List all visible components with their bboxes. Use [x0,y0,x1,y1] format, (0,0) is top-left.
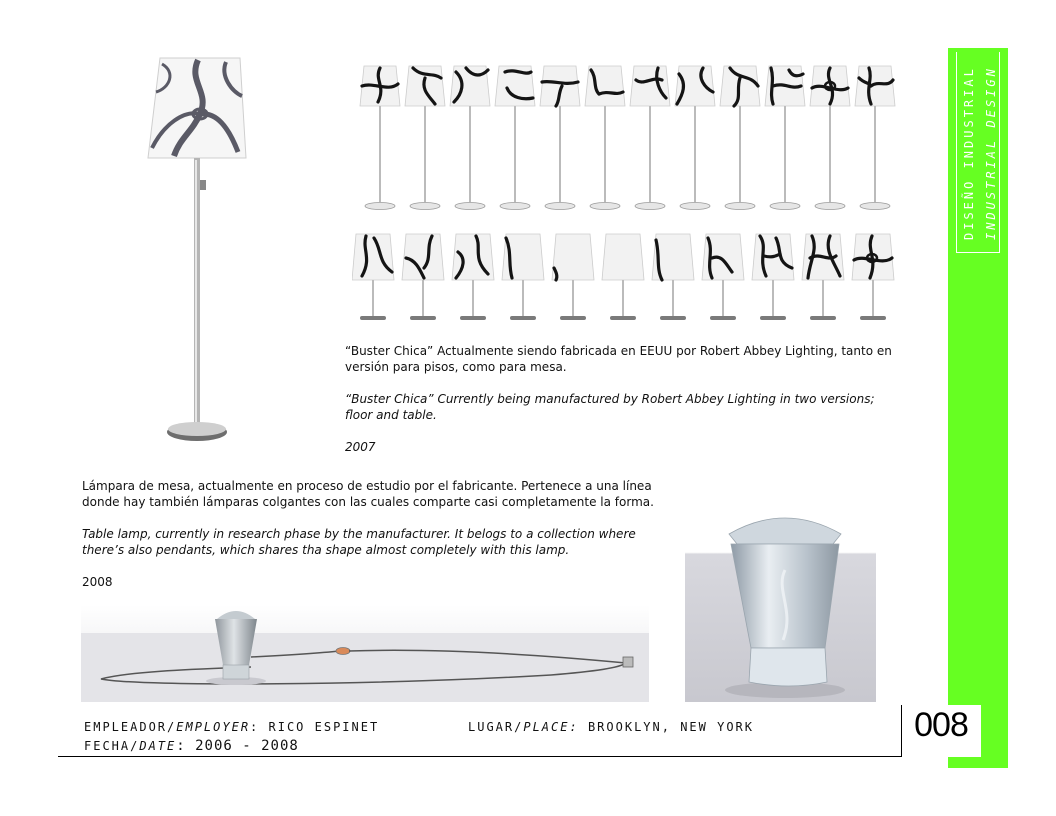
employer-label-en: EMPLOYER [176,720,251,734]
project1-description [345,343,900,471]
place-label-en: PLACE: [523,720,579,734]
employer-value: : RICO ESPINET [250,720,380,734]
date-value: : 2006 - 2008 [176,738,299,754]
floor-lamp-image [140,52,260,448]
table-lamp-variants [352,228,902,328]
floor-lamp-variants [352,58,902,218]
employer-line [84,720,379,734]
table-lamp-closeup-image [685,510,876,702]
employer-label-es: EMPLEADOR/ [84,720,177,734]
place-value: BROOKLYN, NEW YORK [578,720,754,734]
page-number: 008 [914,706,968,744]
footer-rule [58,756,902,757]
project2-text-es: Lámpara de mesa, actualmente en proceso de estudio por el fabricante. Pertenece a una línea donde hay también lámparas colgantes con las cuales comparte casi completamente la forma. [82,479,654,509]
table-lamp-cord-image [81,605,649,702]
place-label-es: LUGAR/ [468,720,524,734]
place-line [468,720,754,734]
project2-year: 2008 [82,575,113,589]
project2-description [82,478,654,606]
sidebar-title-es: DISEÑO INDUSTRIAL [962,66,976,240]
date-label-es: FECHA/ [84,739,140,753]
date-line [84,738,299,754]
sidebar-title-en: INDUSTRIAL DESIGN [984,66,998,240]
project1-text-en: “Buster Chica” Currently being manufactured by Robert Abbey Lighting in two versions; floor and table. [345,392,875,422]
project2-text-en: Table lamp, currently in research phase by the manufacturer. It belogs to a collection where there’s also pendants, which shares tha shape almost completely with this lamp. [82,527,636,557]
project1-year: 2007 [345,440,376,454]
project1-text-es: “Buster Chica” Actualmente siendo fabricada en EEUU por Robert Abbey Lighting, tanto en versión para pisos, como para mesa. [345,344,892,374]
date-label-en: DATE [139,739,177,753]
